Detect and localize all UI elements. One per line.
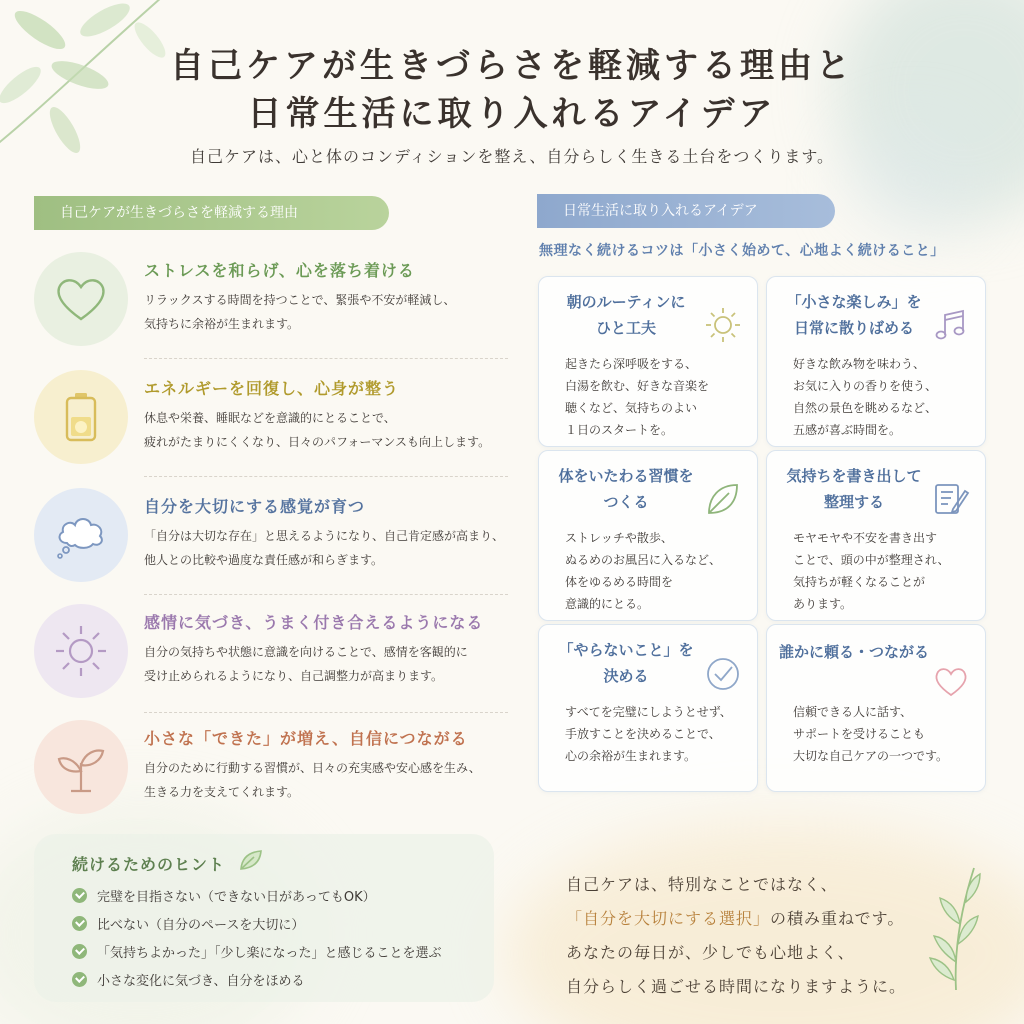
idea-card-title: 「小さな楽しみ」を 日常に散りばめる — [786, 293, 922, 337]
closing-message: 自己ケアは、特別なことではなく、 「自分を大切にする選択」の積み重ねです。 あなたの毎日が、少しでも心地よく、 自分らしく過ごせる時間になりますように。 — [566, 875, 907, 996]
battery-icon — [51, 387, 111, 447]
reason-body: リラックスする時間を持つことで、緊張や不安が軽減し、 気持ちに余裕が生まれます。 — [144, 293, 456, 331]
reason-title: エネルギーを回復し、心身が整う — [144, 379, 400, 398]
reason-item-self-worth — [34, 488, 528, 598]
check-icon — [72, 888, 87, 903]
reason-body: 休息や栄養、睡眠などを意識的にとることで、 疲れがたまりにくくなり、日々のパフォーマンスも向上します。 — [144, 411, 491, 449]
reason-body: 「自分は大切な存在」と思えるようになり、自己肯定感が高まり、 他人との比較や過度な責任感が和らぎます。 — [144, 529, 505, 567]
heart-icon — [51, 269, 111, 329]
thought-cloud-icon — [51, 505, 111, 565]
reason-title: 自分を大切にする感覚が育つ — [144, 497, 366, 516]
watercolor-wash — [844, 120, 984, 240]
idea-card-body: すべてを完璧にしようとせず、 手放すことを決めることで、 心の余裕が生まれます。 — [565, 705, 732, 763]
idea-card-title: 誰かに頼る・つながる — [778, 643, 929, 661]
divider — [144, 358, 508, 359]
leaf-icon — [703, 479, 743, 519]
reason-item-stress — [34, 252, 528, 362]
reason-body: 自分の気持ちや状態に意識を向けることで、感情を客観的に 受け止められるようになり、自己調整力が高まります。 — [144, 645, 468, 683]
idea-card-morning-routine — [538, 276, 758, 447]
idea-card-journaling — [766, 450, 986, 621]
ideas-lead-text: 無理なく続けるコツは「小さく始めて、心地よく続けること」 — [539, 243, 945, 259]
reasons-section-label: 自己ケアが生きづらさを軽減する理由 — [34, 196, 389, 230]
idea-card-not-to-do — [538, 624, 758, 792]
idea-card-small-pleasures — [766, 276, 986, 447]
hint-item: 「気持ちよかった」「少し楽になった」と感じることを選ぶ — [72, 942, 442, 961]
sprout-icon — [51, 737, 111, 797]
idea-card-body: 好きな飲み物を味わう、 お気に入りの香りを使う、 自然の景色を眺めるなど、 五感が喜ぶ時間を。 — [793, 357, 938, 437]
page-subtitle: 自己ケアは、心と体のコンディションを整え、自分らしく生きる土台をつくります。 — [189, 147, 835, 166]
hint-item: 小さな変化に気づき、自分をほめる — [72, 970, 304, 989]
hints-title: 続けるためのヒント — [72, 855, 226, 874]
divider — [144, 594, 508, 595]
page-title-line1: 自己ケアが生きづらさを軽減する理由と — [170, 46, 854, 86]
reason-item-energy — [34, 370, 528, 480]
check-icon — [72, 916, 87, 931]
sun-icon — [703, 305, 743, 345]
idea-card-title: 気持ちを書き出して 整理する — [786, 467, 922, 511]
idea-card-title: 朝のルーティンに ひと工夫 — [566, 293, 686, 337]
divider — [144, 476, 508, 477]
idea-card-body: モヤモヤや不安を書き出す ことで、頭の中が整理され、 気持ちが軽くなることが あります。 — [793, 531, 950, 611]
idea-card-body: 信頼できる人に話す、 サポートを受けることも 大切な自己ケアの一つです。 — [793, 705, 949, 763]
idea-card-body-care — [538, 450, 758, 621]
ideas-section-label: 日常生活に取り入れるアイデア — [537, 194, 835, 228]
sprig-decoration — [916, 862, 996, 992]
idea-card-body: ストレッチや散歩、 ぬるめのお風呂に入るなど、 体をゆるめる時間を 意識的にとる。 — [565, 531, 722, 611]
hint-item: 完璧を目指さない（できない日があってもOK） — [72, 886, 376, 905]
reason-item-emotions — [34, 604, 528, 714]
music-note-icon — [931, 305, 971, 345]
idea-card-connect — [766, 624, 986, 792]
idea-card-title: 体をいたわる習慣を つくる — [558, 467, 694, 511]
reason-title: 小さな「できた」が増え、自信につながる — [144, 729, 468, 748]
reason-title: 感情に気づき、うまく付き合えるようになる — [144, 613, 484, 632]
check-circle-icon — [703, 653, 743, 693]
page-title-line2: 日常生活に取り入れるアイデア — [247, 94, 777, 134]
leaf-icon — [238, 848, 264, 872]
heart-icon — [931, 661, 971, 701]
check-icon — [72, 972, 87, 987]
reason-title: ストレスを和らげ、心を落ち着ける — [144, 261, 415, 280]
idea-card-body: 起きたら深呼吸をする、 白湯を飲む、好きな音楽を 聴くなど、気持ちのよい １日のスタートを。 — [565, 357, 710, 437]
closing-highlight: 「自分を大切にする選択」 — [566, 909, 771, 928]
hints-panel — [34, 834, 494, 1002]
reason-body: 自分のために行動する習慣が、日々の充実感や安心感を生み、 生きる力を支えてくれます。 — [144, 761, 481, 799]
idea-card-title: 「やらないこと」を 決める — [558, 641, 694, 685]
sun-icon — [51, 621, 111, 681]
notepad-pen-icon — [931, 479, 971, 519]
reason-item-confidence — [34, 720, 528, 830]
hint-item: 比べない（自分のペースを大切に） — [72, 914, 304, 933]
check-icon — [72, 944, 87, 959]
divider — [144, 712, 508, 713]
